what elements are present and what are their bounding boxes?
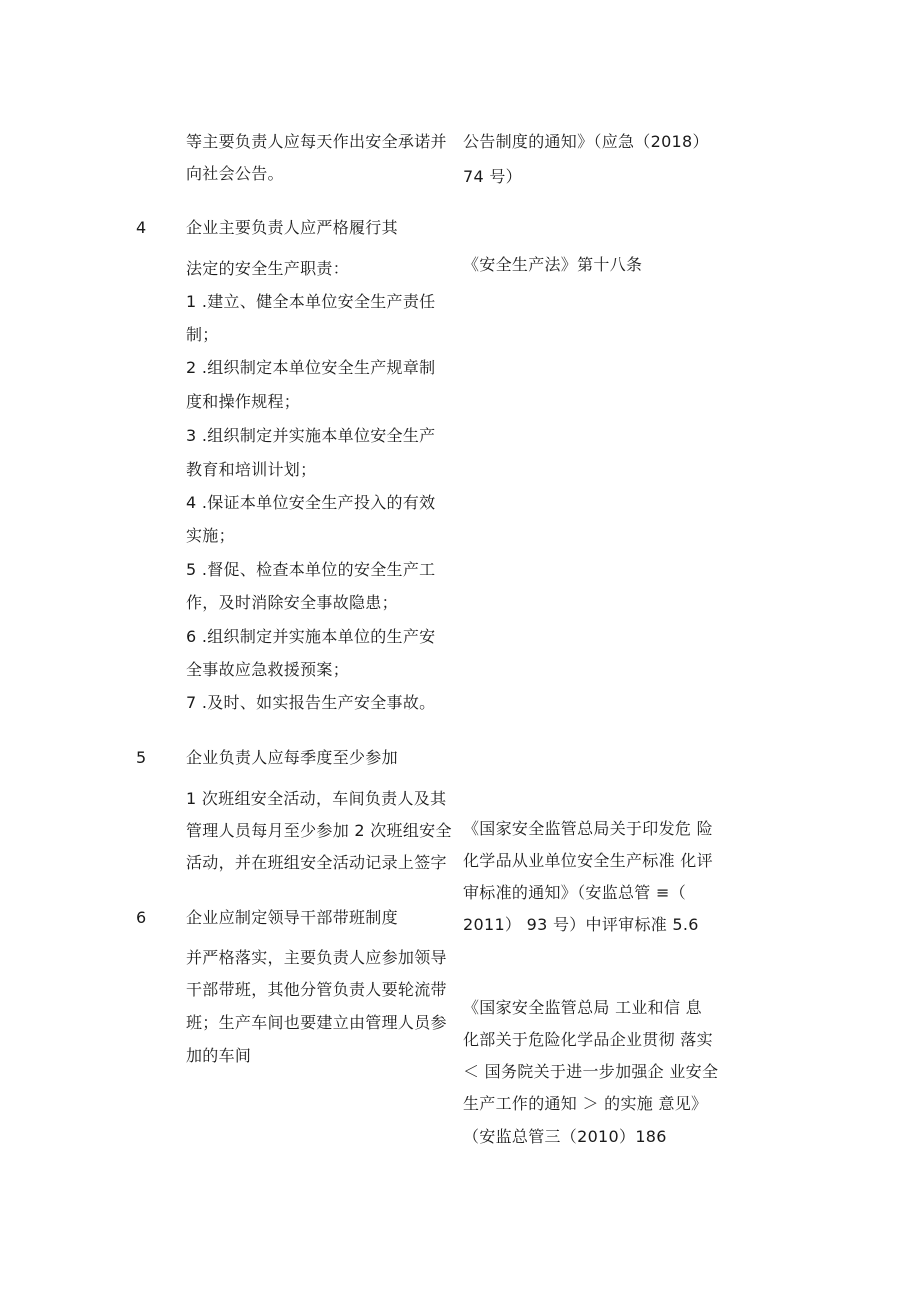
- basis-line: 《安全生产法》第十八条: [463, 255, 643, 274]
- basis-line: 审标准的通知》（安监总管 ≡（: [463, 883, 686, 902]
- content-line: 活动，并在班组安全活动记录上签字: [186, 853, 447, 872]
- basis-line: 《国家安全监管总局关于印发危 险: [463, 819, 713, 838]
- basis-line: （安监总管三（2010）186: [463, 1127, 667, 1146]
- content-line: 等主要负责人应每天作出安全承诺并: [186, 132, 447, 151]
- content-line: 全事故应急救援预案；: [186, 660, 350, 679]
- content-line: 3 .组织制定并实施本单位安全生产: [186, 426, 436, 445]
- basis-line: 化学品从业单位安全生产标准 化评: [463, 851, 713, 870]
- content-line: 实施；: [186, 526, 235, 545]
- content-line: 6 .组织制定并实施本单位的生产安: [186, 627, 436, 646]
- basis-line: 《国家安全监管总局 工业和信 息: [463, 998, 702, 1017]
- content-line: 向社会公告。: [186, 164, 284, 183]
- row-number: 5: [136, 748, 147, 767]
- content-line: 加的车间: [186, 1046, 252, 1065]
- basis-line: 化部关于危险化学品企业贯彻 落实: [463, 1030, 713, 1049]
- content-line: 法定的安全生产职责：: [186, 259, 350, 278]
- content-line: 度和操作规程；: [186, 392, 301, 411]
- content-line: 制；: [186, 325, 219, 344]
- content-line: 管理人员每月至少参加 2 次班组安全: [186, 821, 452, 840]
- content-line: 作，及时消除安全事故隐患；: [186, 593, 398, 612]
- content-line: 4 .保证本单位安全生产投入的有效: [186, 493, 436, 512]
- content-line: 教育和培训计划；: [186, 460, 317, 479]
- basis-line: 2011） 93 号）中评审标准 5.6: [463, 915, 699, 934]
- content-line: 干部带班，其他分管负责人要轮流带: [186, 980, 447, 999]
- basis-line: 生产工作的通知 ＞ 的实施 意见》: [463, 1094, 708, 1113]
- content-line: 1 .建立、健全本单位安全生产责任: [186, 292, 436, 311]
- content-line: 7 .及时、如实报告生产安全事故。: [186, 693, 436, 712]
- basis-line: ＜ 国务院关于进一步加强企 业安全: [463, 1062, 719, 1081]
- content-line: 企业主要负责人应严格履行其: [186, 218, 398, 237]
- content-line: 1 次班组安全活动，车间负责人及其: [186, 789, 447, 808]
- row-number: 6: [136, 908, 147, 927]
- basis-line: 74 号）: [463, 167, 522, 186]
- content-line: 2 .组织制定本单位安全生产规章制: [186, 358, 436, 377]
- basis-line: 公告制度的通知》（应急（2018）: [463, 132, 709, 151]
- content-line: 企业应制定领导干部带班制度: [186, 908, 398, 927]
- content-line: 5 .督促、检查本单位的安全生产工: [186, 560, 436, 579]
- content-line: 企业负责人应每季度至少参加: [186, 748, 398, 767]
- content-line: 并严格落实，主要负责人应参加领导: [186, 948, 447, 967]
- row-number: 4: [136, 218, 147, 237]
- content-line: 班；生产车间也要建立由管理人员参: [186, 1013, 447, 1032]
